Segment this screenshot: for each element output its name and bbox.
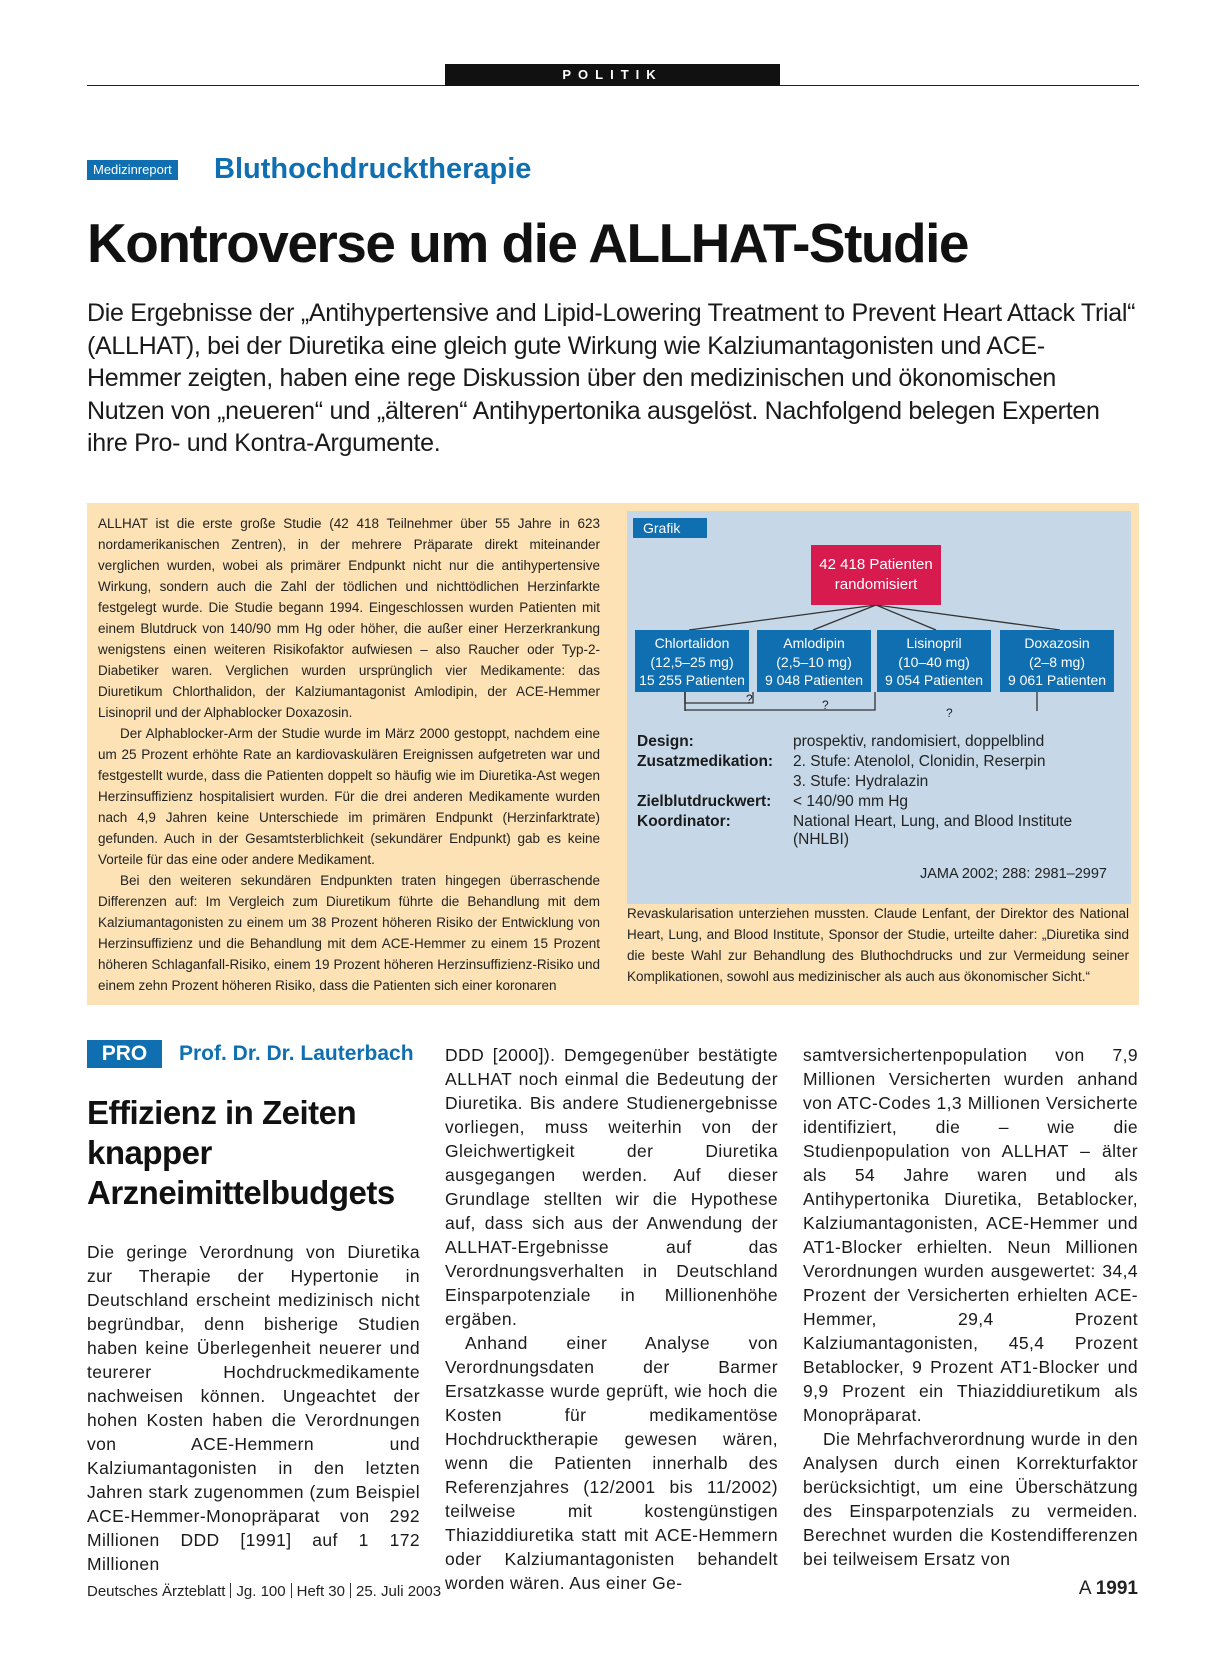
arm-dose: (12,5–25 mg): [650, 653, 734, 670]
page-number-value: 1991: [1095, 1578, 1138, 1599]
article-kicker: Bluthochdrucktherapie: [214, 153, 532, 185]
body-column-3: [803, 1043, 1138, 1571]
design-label: Design:: [637, 733, 694, 750]
page-prefix: A: [1078, 1578, 1091, 1599]
design-value: prospektiv, randomisiert, doppelblind: [793, 733, 1045, 750]
footer-citation: [87, 1583, 441, 1600]
arm-name: Doxazosin: [1024, 635, 1090, 651]
design-value: < 140/90 mm Hg: [793, 793, 909, 810]
arm-patients: 15 255 Patienten: [639, 672, 745, 688]
randomized-patients-box: [811, 545, 941, 605]
study-diagram: [627, 511, 1131, 904]
arm-dose: (10–40 mg): [898, 653, 970, 670]
arm-name: Amlodipin: [783, 635, 845, 651]
page-number: [1079, 1578, 1138, 1600]
arm-patients: 9 061 Patienten: [1007, 672, 1107, 688]
section-tab: POLITIK: [445, 64, 780, 86]
connector-line: [689, 605, 876, 630]
arm-patients: 9 054 Patienten: [884, 672, 984, 688]
pro-tag: PRO: [87, 1040, 162, 1068]
body-column-1: [87, 1240, 420, 1576]
report-tag: Medizinreport: [87, 160, 178, 180]
arm-name: Lisinopril: [906, 635, 962, 651]
info-paragraph: Der Alphablocker-Arm der Studie wurde im März 2000 gestoppt, nachdem eine um 25 Prozent erhöhte Rate an kardiovaskulären Ereignissen aufgetreten war und festgestellt wurde, dass die Patienten doppelt so häufig wie im Diuretika-Ast wegen Herzinsuffizienz hospitalisiert wurden. Für die drei anderen Medikamente wurden nach 4,9 Jahren keine Unterschiede im primären Endpunkt (Herzinfarktrate) gefunden. Auch in der Gesamtsterblichkeit (sekundärer Endpunkt) gab es keine Vorteile für das eine oder andere Medikament.: [98, 726, 600, 867]
body-paragraph: Die geringe Verordnung von Diuretika zur Therapie der Hypertonie in Deutschland erscheint medizinisch nicht begründbar, denn bisherige Studien haben keine Überlegenheit neuerer und teurerer Hochdruckmedikamente nachweisen können. Ungeachtet der hohen Kosten haben die Verordnungen von ACE-Hemmern und Kalziumantagonisten in den letzten Jahren stark zugenommen (zum Beispiel ACE-Hemmer-Monopräparat von 292 Millionen DDD [1991] auf 1 172 Millionen: [87, 1242, 420, 1574]
arm-box-chlortalidon: [635, 630, 749, 692]
body-column-2: [445, 1043, 778, 1595]
comparison-bracket: [685, 692, 875, 710]
design-value: National Heart, Lung, and Blood Institute (NHLBI): [793, 813, 1073, 848]
design-label: Zusatzmedikation:: [637, 753, 774, 770]
comparison-bracket: [685, 692, 1037, 711]
arm-box-amlodipin: [757, 630, 871, 692]
comparison-bracket: [685, 692, 753, 703]
arm-dose: (2,5–10 mg): [776, 653, 852, 670]
journal-date: 25. Juli 2003: [356, 1583, 442, 1600]
design-value: 2. Stufe: Atenolol, Clonidin, Reserpin: [793, 753, 1046, 770]
pro-title: Effizienz in Zeiten knapper Arzneimittelbudgets: [87, 1094, 395, 1211]
grafik-tag: Grafik: [633, 518, 707, 538]
question-mark: ?: [822, 698, 829, 712]
separator: [350, 1583, 351, 1598]
design-value: 3. Stufe: Hydralazin: [793, 773, 929, 790]
root-line: 42 418 Patienten: [819, 556, 933, 573]
arm-patients: 9 048 Patienten: [764, 672, 864, 688]
info-box-text: [98, 513, 600, 996]
body-paragraph: Die Mehrfachverordnung wurde in den Analysen durch einen Korrekturfaktor berücksichtigt, um eine Überschätzung des Einsparpotenzials zu vermeiden. Berechnet wurden die Kostendifferenzen bei teilweisem Ersatz von: [803, 1429, 1138, 1569]
question-mark: ?: [746, 692, 753, 706]
journal-name: Deutsches Ärzteblatt: [87, 1583, 226, 1600]
design-label: Zielblutdruckwert:: [637, 793, 772, 810]
article-lead: Die Ergebnisse der „Antihypertensive and Lipid-Lowering Treatment to Prevent Heart Attack Trial“ (ALLHAT), bei der Diuretika eine gleich gute Wirkung wie Kalziumantagonisten und ACE-Hemmer zeigten, haben eine rege Diskussion über den medizinischen und ökonomischen Nutzen von „neueren“ und „älteren“ Antihypertonika ausgelöst. Nachfolgend belegen Experten ihre Pro- und Kontra-Argumente.: [87, 299, 1136, 457]
diagram-source: JAMA 2002; 288: 2981–2997: [919, 866, 1107, 882]
arm-name: Chlortalidon: [654, 635, 730, 651]
info-paragraph: ALLHAT ist die erste große Studie (42 418 Teilnehmer über 55 Jahre in 623 nordamerikanischen Zentren), in der mehrere Präparate direkt miteinander verglichen wurden, wobei als primärer Endpunkt nicht nur die antihypertensive Wirkung, sondern auch die Zahl der tödlichen und nichttödlichen Herzinfarkte festgelegt wurde. Die Studie begann 1994. Eingeschlossen wurden Patienten mit einem Blutdruck von 140/90 mm Hg oder höher, die außer einer Herzerkrankung wenigstens einen weiteren Risikofaktor aufwiesen – also Raucher oder Typ-2-Diabetiker waren. Verglichen wurden ursprünglich vier Medikamente: das Diuretikum Chlorthalidon, der Kalziumantagonist Amlodipin, der ACE-Hemmer Lisinopril und der Alphablocker Doxazosin.: [98, 516, 600, 720]
body-paragraph: Anhand einer Analyse von Verordnungsdaten der Barmer Ersatzkasse wurde geprüft, wie hoch die Kosten für medikamentöse Hochdrucktherapie gewesen wären, wenn die Patienten innerhalb des Referenzjahres (12/2001 bis 11/2002) teilweise mit kostengünstigen Thiaziddiuretika statt mit ACE-Hemmern oder Kalziumantagonisten behandelt worden wären. Aus einer Ge-: [445, 1333, 778, 1593]
info-continuation: Revaskularisation unterziehen mussten. Claude Lenfant, der Direktor des National Heart, Lung, and Blood Institute, Sponsor der Studie, urteilte daher: „Diuretika sind die beste Wahl zur Behandlung des Bluthochdrucks und zur Vermeidung seiner Komplikationen, sowohl aus medizinischer als auch aus ökonomischer Sicht.“: [627, 906, 1129, 984]
pro-author: Prof. Dr. Dr. Lauterbach: [179, 1042, 414, 1065]
arm-box-lisinopril: [877, 630, 991, 692]
connector-line: [876, 605, 1060, 630]
body-paragraph: DDD [2000]). Demgegenüber bestätigte ALLHAT noch einmal die Bedeutung der Diuretika. Bis andere Studienergebnisse vorliegen, muss weiterhin von der Gleichwertigkeit der Diuretika ausgegangen werden. Auf dieser Grundlage stellten wir die Hypothese auf, dass sich aus der Anwendung der ALLHAT-Ergebnisse auf das Verordnungsverhalten in Deutschland Einsparpotenziale in Millionenhöhe ergäben.: [445, 1045, 778, 1329]
body-paragraph: samtversichertenpopulation von 7,9 Millionen Versicherten wurden anhand von ATC-Codes 1,3 Millionen Versicherte identifiziert, die – wie die Studienpopulation von ALLHAT – älter als 54 Jahre waren und als Antihypertonika Diuretika, Betablocker, Kalziumantagonisten, ACE-Hemmer und AT1-Blocker erhielten. Neun Millionen Verordnungen wurden ausgewertet: 34,4 Prozent der Versicherten erhielten ACE-Hemmer, 29,4 Prozent Kalziumantagonisten, 45,4 Prozent Betablocker, 9 Prozent AT1-Blocker und 9,9 Prozent ein Thiaziddiuretikum als Monopräparat.: [803, 1045, 1138, 1425]
journal-issue: Heft 30: [296, 1583, 345, 1600]
root-line: randomisiert: [834, 576, 918, 593]
info-paragraph: Bei den weiteren sekundären Endpunkten traten hingegen überraschende Differenzen auf: Im Vergleich zum Diuretikum führte die Behandlung mit dem Kalziumantagonisten zu einem um 38 Prozent höheren Risiko der Entwicklung von Herzinsuffizienz und die Behandlung mit dem ACE-Hemmer zu einem 15 Prozent höheren Schlaganfall-Risiko, einem 19 Prozent höheren Herzinsuffizienz-Risiko und einem zehn Prozent höheren Risiko, dass die Patienten sich einer koronaren: [98, 873, 600, 993]
separator: [291, 1583, 292, 1598]
question-mark: ?: [946, 706, 953, 720]
separator: [230, 1583, 231, 1598]
design-label: Koordinator:: [637, 813, 731, 830]
arm-box-doxazosin: [1000, 630, 1114, 692]
article-headline: Kontroverse um die ALLHAT-Studie: [87, 212, 968, 274]
journal-volume: Jg. 100: [236, 1583, 286, 1600]
info-box: [87, 503, 1139, 1005]
arm-dose: (2–8 mg): [1028, 653, 1086, 670]
